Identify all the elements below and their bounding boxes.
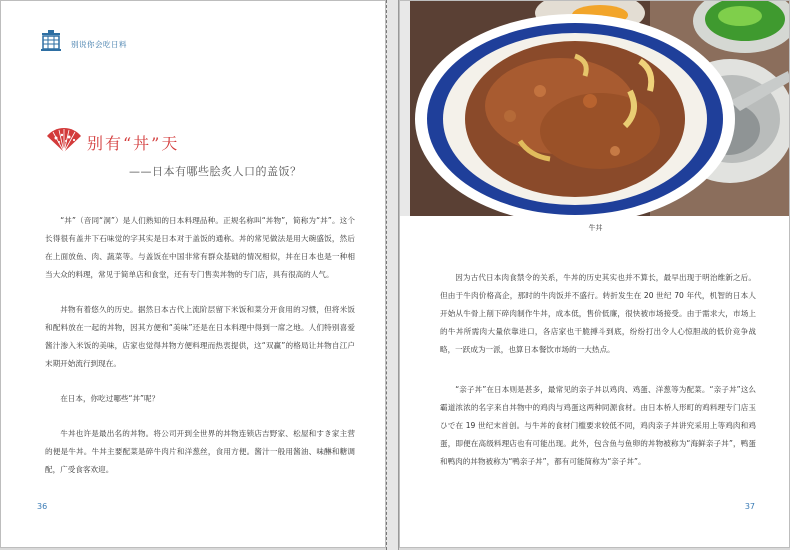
page-gutter [386, 0, 399, 550]
paragraph: 丼物有着悠久的历史。据然日本古代上流阶层留下米饭和菜分开食用的习惯，但将米饭和配料放在一起的丼物，因其方便和“美味”还是在日本料理中得到一席之地。人们特别喜爱酱汁渗入米饭的美味，店家也觉得丼物方便料理而热衷提供，这“双赢”的格局让丼物自江户末期开始流行到现在。 [45, 305, 355, 368]
paragraph: 在日本，你吃过哪些“丼”呢？ [60, 394, 160, 403]
left-page [0, 0, 386, 548]
lantern-logo-icon [39, 29, 63, 53]
right-body-text [440, 269, 756, 471]
section-title: 别有“丼”天 [87, 134, 180, 153]
paragraph: 因为古代日本肉食禁令的关系，牛丼的历史其实也并不算长，最早出现于明治维新之后。但由于牛肉价格高企，那时的牛肉饭并不盛行。转折发生在 20 世纪 70 年代，机智的日本人开始从牛骨上削下碎肉制作牛丼，成本低，售价低廉，很快被市场接受。由于需求大，市场上的牛丼所需肉大量依靠进口，各店家也干脆搏斗到底，纷纷打出令人心惊胆战的低价竞争战略，一跃成为一派，也算日本餐饮市场的一大热点。 [440, 273, 756, 354]
paragraph: “亲子丼”在日本则是甚多，最常见的亲子丼以鸡肉、鸡蛋、洋葱等为配菜。“亲子丼”这么霸道浓浓的名字来自丼物中的鸡肉与鸡蛋这两种同源食材。由日本桥人形町的鸡料理专门店玉ひで在 19 世纪末首创。与牛丼的食材门槛要求较低不同，鸡肉亲子丼讲究采用上等鸡肉和鸡蛋，即便在高级料理店也有可能出现。此外，包含鱼与鱼卵的丼物被称为“海鲜亲子丼”，鸭蛋和鸭肉的丼物被称为“鸭亲子丼”，都有可能简称为“亲子丼”。 [440, 385, 756, 466]
left-body-text [45, 212, 355, 479]
page-number-right: 37 [744, 502, 755, 511]
paragraph: “丼”（音同“洞”）是人们熟知的日本料理品种。正规名称叫“丼物”，简称为“丼”。这个长得很有盖井下石味觉的字其实是日本对于盖饭的通称。丼的常见做法是用大碗盛饭，然后在上面放鱼、肉、蔬菜等。与盖饭在中国非常有群众基础的情况相似，丼在日本也是一种相当大众的料理，常见于简单店和食堂，还有专门售卖丼物的专门店，具有很高的人气。 [45, 216, 355, 279]
page-number-left: 36 [37, 502, 48, 511]
gyudon-photo [400, 1, 790, 216]
photo-caption: 牛丼 [588, 224, 603, 232]
paragraph: 牛丼也许是最出名的丼物。将公司开到全世界的丼物连锁店吉野家、松屋和すき家主营的便是牛丼。牛丼主要配菜是碎牛肉片和洋葱丝，食用方便。酱汁一般用酱油、味醂和糖调配，广受食客欢迎。 [45, 429, 355, 474]
running-header: 别说你会吃日料 [71, 40, 127, 49]
section-subtitle: ——日本有哪些脍炙人口的盖饭？ [129, 165, 302, 178]
right-page [399, 0, 790, 548]
folding-fan-icon [45, 127, 83, 153]
